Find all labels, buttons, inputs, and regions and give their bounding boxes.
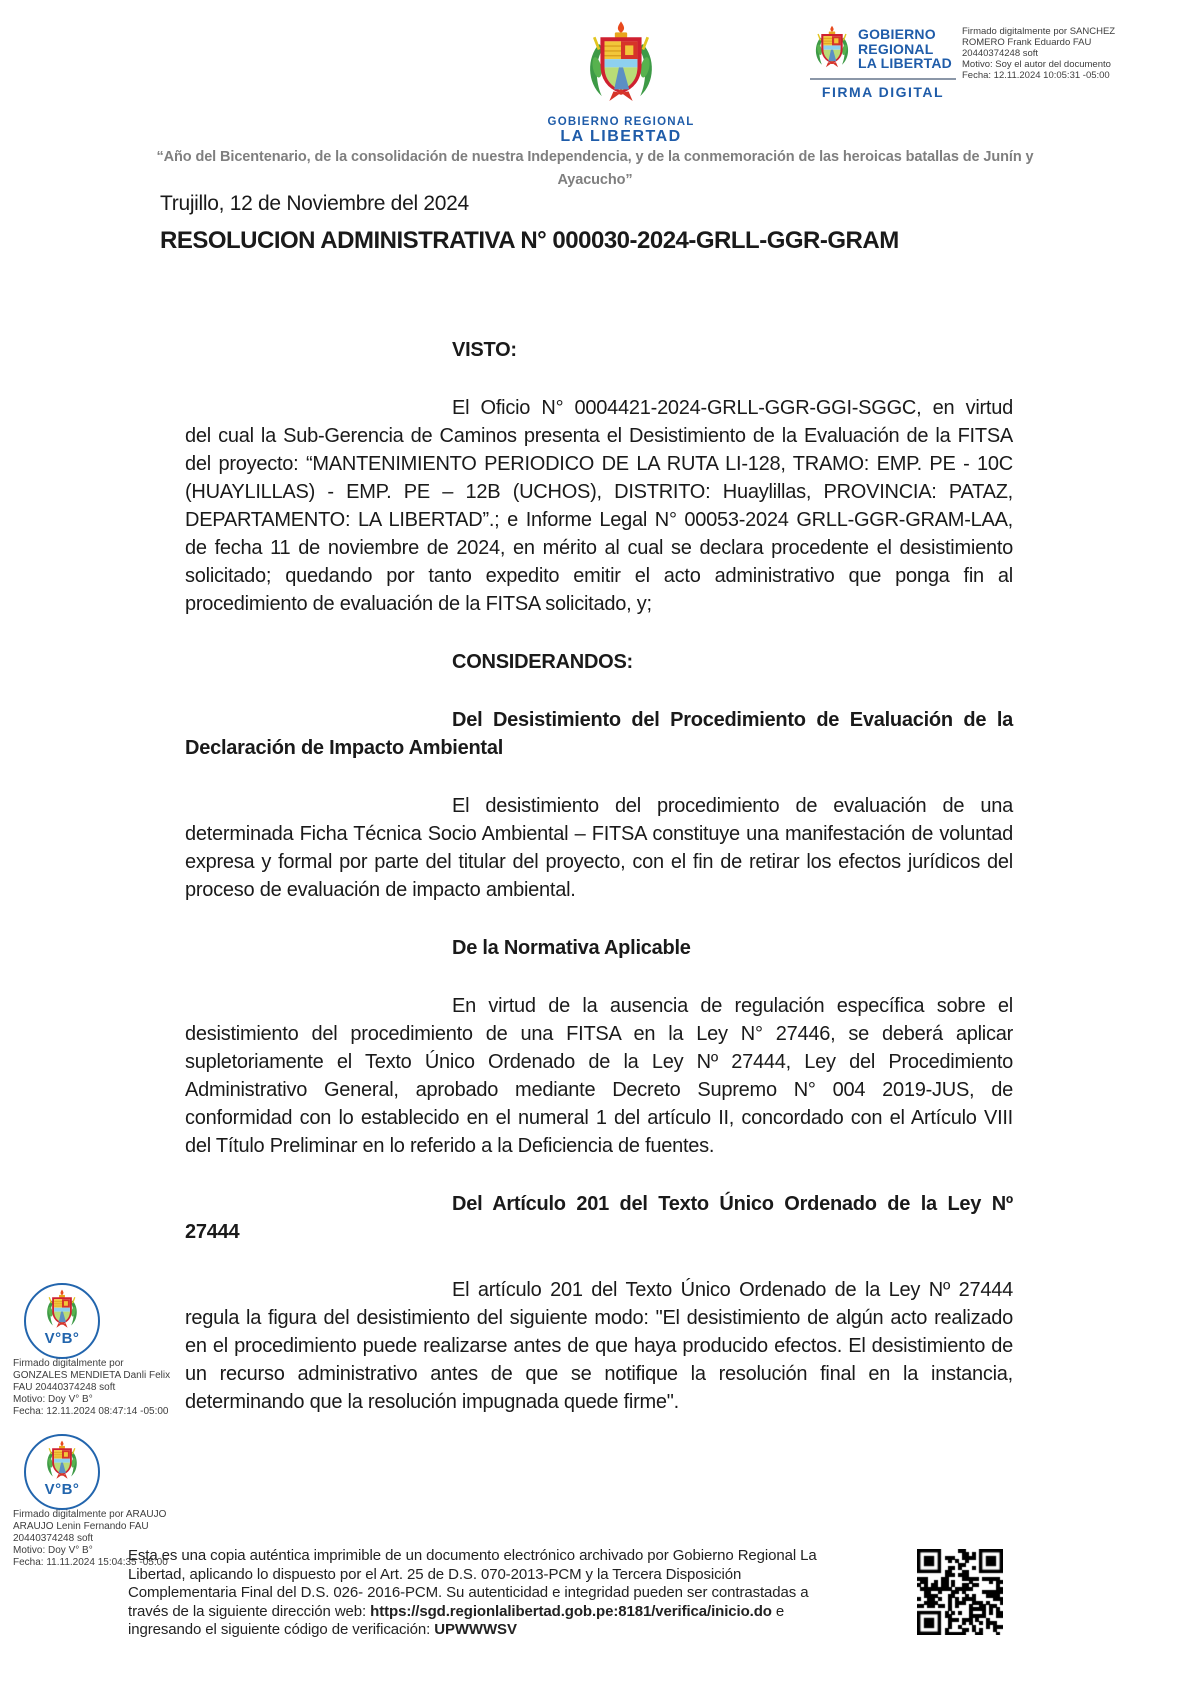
signature-line: 20440374248 soft <box>962 48 1039 59</box>
footer-text-after-url: e ingresando el siguiente código de verificación: <box>128 1602 785 1639</box>
signature-line: 20440374248 soft <box>13 1533 94 1544</box>
center-letterhead-logo <box>535 18 707 146</box>
firma-digital-divider <box>810 78 956 80</box>
right-logo-org-line1: GOBIERNO <box>858 26 936 43</box>
verification-url: https://sgd.regionlalibertad.gob.pe:8181/verifica/inicio.do <box>370 1602 772 1620</box>
resolution-title: RESOLUCION ADMINISTRATIVA N° 000030-2024-GRLL-GGR-GRAM <box>160 227 899 254</box>
regional-coat-of-arms-icon <box>40 1439 84 1485</box>
regional-coat-of-arms-icon <box>810 24 854 74</box>
firma-digital-logo-block <box>810 24 956 100</box>
authenticity-footer <box>128 1547 852 1640</box>
signature-line: FAU 20440374248 soft <box>13 1382 116 1393</box>
normativa-paragraph: En virtud de la ausencia de regulación específica sobre el desistimiento del procedimiento de una FITSA en la Ley N° 27446, se deberá aplicar supletoriamente el Texto Único Ordenado de la Ley Nº 27444, Ley del Procedimiento Administrativo General, aprobado mediante Decreto Supremo N° 004 2019-JUS, de conformidad con lo establecido en el numeral 1 del artículo II, concordado con el Artículo VIII del Título Preliminar en lo referido a la Deficiencia de fuentes. <box>185 995 1013 1157</box>
right-logo-org-line3: LA LIBERTAD <box>858 55 952 72</box>
articulo-201-section-heading: Del Artículo 201 del Texto Único Ordenado de la Ley Nº 27444 <box>185 1193 1013 1243</box>
signature-line: ARAUJO Lenin Fernando FAU <box>13 1521 149 1532</box>
normativa-section-heading: De la Normativa Aplicable <box>452 937 691 959</box>
signature-line: Motivo: Doy V° B° <box>13 1545 93 1556</box>
resolution-body <box>185 336 1013 1416</box>
signature-line: Firmado digitalmente por SANCHEZ <box>962 26 1116 37</box>
visto-heading: VISTO: <box>452 339 517 361</box>
signature-line: Fecha: 12.11.2024 08:47:14 -05:00 <box>13 1406 169 1417</box>
verification-code: UPWWWSV <box>434 1621 517 1639</box>
vobo-stamp-gonzales <box>24 1283 100 1359</box>
signature-line: Firmado digitalmente por <box>13 1358 124 1369</box>
signature-line: Firmado digitalmente por ARAUJO <box>13 1509 167 1520</box>
signature-line: Fecha: 11.11.2024 15:04:35 -05:00 <box>13 1557 168 1568</box>
footer-text-before-url: Esta es una copia auténtica imprimible de un documento electrónico archivado por Gobierno Regional La Libertad, aplicando lo dispuesto por el Art. 25 de D.S. 070-2013-PCM y la Tercera Disposición Complementaria Final del D.S. 026- 2016-PCM. Su autenticidad e integridad pueden ser contrastadas a través de la siguiente dirección web: <box>128 1547 817 1620</box>
qr-code <box>917 1549 1003 1635</box>
city-date-line: Trujillo, 12 de Noviembre del 2024 <box>160 192 469 215</box>
vobo-label: V°B° <box>44 1481 80 1498</box>
vobo-label: V°B° <box>44 1330 80 1347</box>
articulo-201-paragraph: El artículo 201 del Texto Único Ordenado de la Ley Nº 27444 regula la figura del desistimiento del siguiente modo: "El desistimiento de algún acto realizado en el procedimiento puede realizarse antes de que haya producido efectos. El desistimiento de un recurso administrativo antes de que se notifique la resolución final en la instancia, determinando que la resolución impugnada quede firme". <box>185 1279 1013 1413</box>
top-digital-signature <box>962 26 1172 81</box>
regional-coat-of-arms-icon <box>40 1288 84 1334</box>
center-logo-org-line2: LA LIBERTAD <box>560 128 682 145</box>
signature-line: GONZALES MENDIETA Danli Felix <box>13 1370 171 1381</box>
firma-digital-badge: FIRMA DIGITAL <box>821 84 945 100</box>
signature-line: Fecha: 12.11.2024 10:05:31 -05:00 <box>962 70 1110 81</box>
visto-paragraph: El Oficio N° 0004421-2024-GRLL-GGR-GGI-SGGC, en virtud del cual la Sub-Gerencia de Caminos presenta el Desistimiento de la Evaluación de la FITSA del proyecto: “MANTENIMIENTO PERIODICO DE LA RUTA LI-128, TRAMO: EMP. PE - 10C (HUAYLILLAS) - EMP. PE – 12B (UCHOS), DISTRITO: Huaylillas, PROVINCIA: PATAZ, DEPARTAMENTO: LA LIBERTAD”.; e Informe Legal N° 00053-2024 GRLL-GGR-GRAM-LAA, de fecha 11 de noviembre de 2024, en mérito al cual se declara procedente el desistimiento solicitado; quedando por tanto expedito emitir el acto administrativo que ponga fin al procedimiento de evaluación de la FITSA solicitado, y; <box>185 397 1013 615</box>
signature-line: Motivo: Doy V° B° <box>13 1394 93 1405</box>
signature-line: Motivo: Soy el autor del documento <box>962 59 1111 70</box>
desistimiento-paragraph: El desistimiento del procedimiento de evaluación de una determinada Ficha Técnica Socio Ambiental – FITSA constituye una manifestación de voluntad expresa y formal por parte del titular del proyecto, con el fin de retirar los efectos jurídicos del proceso de evaluación de impacto ambiental. <box>185 795 1013 901</box>
center-logo-org-line1: GOBIERNO REGIONAL <box>547 116 695 128</box>
considerandos-heading: CONSIDERANDOS: <box>452 651 633 673</box>
signature-line: ROMERO Frank Eduardo FAU <box>962 37 1092 48</box>
regional-coat-of-arms-icon <box>573 18 669 114</box>
stamp-signature-gonzales <box>13 1358 183 1418</box>
desistimiento-section-heading: Del Desistimiento del Procedimiento de Evaluación de la Declaración de Impacto Ambiental <box>185 709 1013 759</box>
vobo-stamp-araujo <box>24 1434 100 1510</box>
year-motto-quote: “Año del Bicentenario, de la consolidación de nuestra Independencia, y de la conmemoración de las heroicas batallas de Junín y Ayacucho” <box>156 149 1034 188</box>
right-logo-org-line2: REGIONAL <box>858 40 934 57</box>
